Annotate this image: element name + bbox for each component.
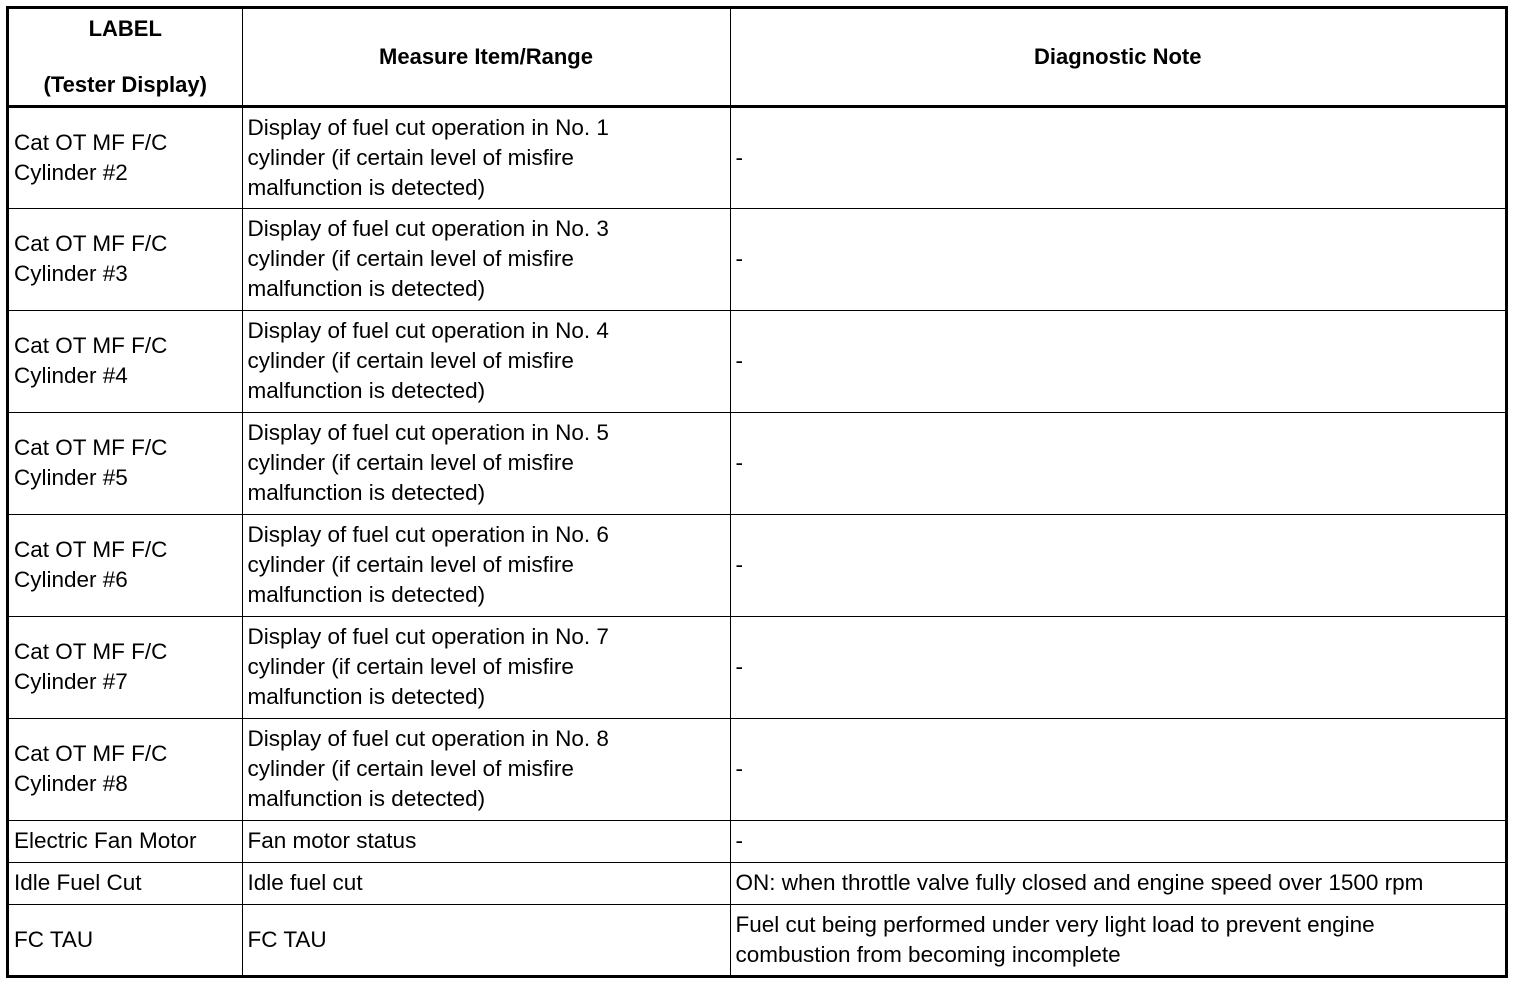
note-cell xyxy=(730,904,1505,976)
label-line: Cylinder #3 xyxy=(14,261,128,286)
measure-cell: FC TAU xyxy=(242,904,730,976)
measure-line: malfunction is detected) xyxy=(247,276,486,301)
label-cell xyxy=(9,718,242,820)
note-cell: - xyxy=(730,616,1505,718)
diagnostic-data-table xyxy=(9,9,1505,976)
note-cell: - xyxy=(730,208,1505,310)
measure-cell: Fan motor status xyxy=(242,820,730,862)
header-measure: Measure Item/Range xyxy=(242,9,730,106)
label-line: Cat OT MF F/C xyxy=(14,231,168,256)
label-cell xyxy=(9,412,242,514)
measure-line: Display of fuel cut operation in No. 5 xyxy=(247,420,609,445)
measure-line: Display of fuel cut operation in No. 8 xyxy=(247,726,609,751)
measure-line: cylinder (if certain level of misfire xyxy=(247,654,574,679)
label-cell xyxy=(9,106,242,208)
table-row xyxy=(9,412,1505,514)
header-row xyxy=(9,9,1505,106)
measure-line: Display of fuel cut operation in No. 3 xyxy=(247,216,609,241)
label-cell xyxy=(9,208,242,310)
measure-cell xyxy=(242,106,730,208)
measure-line: malfunction is detected) xyxy=(247,582,486,607)
label-cell: FC TAU xyxy=(9,904,242,976)
table-row xyxy=(9,862,1505,904)
measure-cell xyxy=(242,208,730,310)
note-cell: - xyxy=(730,820,1505,862)
measure-line: cylinder (if certain level of misfire xyxy=(247,552,574,577)
note-cell: ON: when throttle valve fully closed and engine speed over 1500 rpm xyxy=(730,862,1505,904)
label-cell xyxy=(9,616,242,718)
label-line: Cylinder #6 xyxy=(14,567,128,592)
measure-line: cylinder (if certain level of misfire xyxy=(247,450,574,475)
note-cell: - xyxy=(730,106,1505,208)
measure-line: cylinder (if certain level of misfire xyxy=(247,144,574,170)
measure-line: malfunction is detected) xyxy=(247,378,486,403)
measure-line: malfunction is detected) xyxy=(247,684,486,709)
table-row xyxy=(9,106,1505,208)
label-cell xyxy=(9,514,242,616)
note-cell: - xyxy=(730,412,1505,514)
measure-line: malfunction is detected) xyxy=(247,786,486,811)
header-label xyxy=(9,9,242,106)
label-line: Cat OT MF F/C xyxy=(14,333,168,358)
note-line: combustion from becoming incomplete xyxy=(735,942,1121,968)
label-line: Cat OT MF F/C xyxy=(14,639,168,664)
note-cell: - xyxy=(730,514,1505,616)
label-cell: Idle Fuel Cut xyxy=(9,862,242,904)
table-row xyxy=(9,820,1505,862)
label-line: Cat OT MF F/C xyxy=(14,741,168,766)
label-line: Cylinder #7 xyxy=(14,669,128,694)
measure-cell xyxy=(242,514,730,616)
measure-line: malfunction is detected) xyxy=(247,480,486,505)
label-line: Cat OT MF F/C xyxy=(14,435,168,460)
measure-line: malfunction is detected) xyxy=(247,174,486,200)
measure-cell: Idle fuel cut xyxy=(242,862,730,904)
table-row xyxy=(9,718,1505,820)
measure-line: cylinder (if certain level of misfire xyxy=(247,348,574,373)
header-label-line1: LABEL xyxy=(88,15,162,41)
diagnostic-data-table-container xyxy=(6,6,1508,978)
label-line: Cat OT MF F/C xyxy=(14,129,168,155)
table-row xyxy=(9,310,1505,412)
table-row xyxy=(9,514,1505,616)
label-cell xyxy=(9,310,242,412)
label-line: Cylinder #5 xyxy=(14,465,128,490)
measure-cell xyxy=(242,310,730,412)
measure-cell xyxy=(242,412,730,514)
measure-line: Display of fuel cut operation in No. 1 xyxy=(247,114,609,140)
measure-line: cylinder (if certain level of misfire xyxy=(247,756,574,781)
measure-line: Display of fuel cut operation in No. 7 xyxy=(247,624,609,649)
measure-line: Display of fuel cut operation in No. 6 xyxy=(247,522,609,547)
table-row xyxy=(9,904,1505,976)
measure-line: cylinder (if certain level of misfire xyxy=(247,246,574,271)
label-line: Cylinder #8 xyxy=(14,771,128,796)
note-line: Fuel cut being performed under very light load to prevent engine xyxy=(735,912,1375,938)
header-note: Diagnostic Note xyxy=(730,9,1505,106)
measure-line: Display of fuel cut operation in No. 4 xyxy=(247,318,609,343)
label-line: Cylinder #2 xyxy=(14,159,128,185)
measure-cell xyxy=(242,616,730,718)
table-row xyxy=(9,208,1505,310)
label-line: Cylinder #4 xyxy=(14,363,128,388)
header-label-gap xyxy=(14,44,237,70)
note-cell: - xyxy=(730,718,1505,820)
label-cell: Electric Fan Motor xyxy=(9,820,242,862)
table-row xyxy=(9,616,1505,718)
note-cell: - xyxy=(730,310,1505,412)
header-label-line2: (Tester Display) xyxy=(43,71,207,97)
label-line: Cat OT MF F/C xyxy=(14,537,168,562)
measure-cell xyxy=(242,718,730,820)
